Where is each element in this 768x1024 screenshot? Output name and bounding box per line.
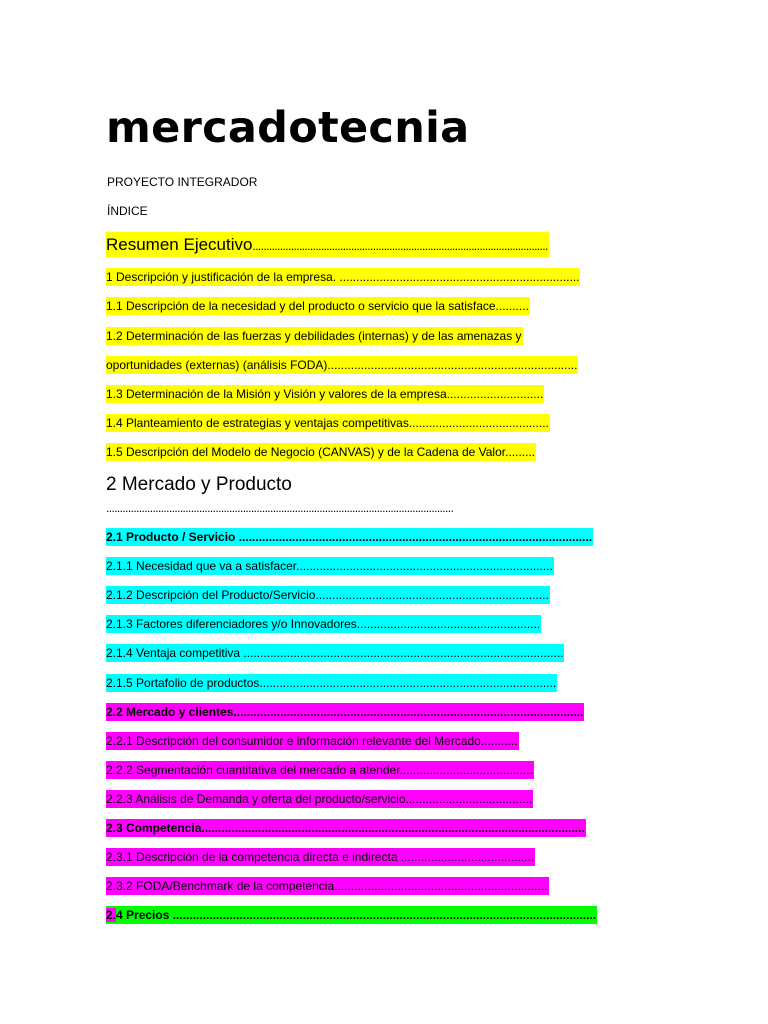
toc-entry-2-2-3[interactable]: 2.2.3 Análisis de Demanda y oferta del producto/servicio...................................... xyxy=(106,792,533,806)
toc-entry-1[interactable]: 1 Descripción y justificación de la empresa. ........................................................................ xyxy=(106,270,580,284)
toc-heading-mercado-producto[interactable]: 2 Mercado y Producto xyxy=(106,474,292,495)
toc-entry-2-2-1[interactable]: 2.2.1 Descripción del consumidor e información relevante del Mercado........... xyxy=(106,734,518,748)
toc-entry-title: Resumen Ejecutivo xyxy=(106,235,253,254)
toc-entry-2-1-3[interactable]: 2.1.3 Factores diferenciadores y/o Innovadores....................................................... xyxy=(106,617,541,631)
toc-entry-2-3[interactable]: 2.3 Competencia................................................................................................................... xyxy=(106,821,585,835)
toc-entry-2-2[interactable]: 2.2 Mercado y clientes......................................................................................................... xyxy=(106,705,584,719)
toc-entry-2-1-5[interactable]: 2.1.5 Portafolio de productos......................................................................................... xyxy=(106,676,557,690)
toc-entry-2-2-2[interactable]: 2.2.2 Segmentación cuantitativa del mercado a atender........................................ xyxy=(106,763,533,777)
toc-entry-2-3-1[interactable]: 2.3.1 Descripción de la competencia directa e indirecta ........................................ xyxy=(106,850,535,864)
toc-entry-1-1[interactable]: 1.1 Descripción de la necesidad y del producto o servicio que la satisface.......... xyxy=(106,299,529,313)
toc-entry-2-3-2[interactable]: 2.3.2 FODA/Benchmark de la competencia................................................................ xyxy=(106,879,548,893)
toc-leader-dots: ............................................................................................................ xyxy=(252,239,548,253)
toc-entry-number: 2. xyxy=(106,908,117,922)
toc-entry-2-4[interactable] xyxy=(106,906,597,924)
document-title: mercadotecnia xyxy=(106,103,470,153)
toc-entry-1-3[interactable]: 1.3 Determinación de la Misión y Visión y valores de la empresa............................. xyxy=(106,387,544,401)
toc-heading-leader-dots: ............................................................................................................................... xyxy=(106,501,454,515)
toc-entry-2-1-4[interactable]: 2.1.4 Ventaja competitiva ................................................................................................ xyxy=(106,646,564,660)
toc-entry-1-4[interactable]: 1.4 Planteamiento de estrategias y ventajas competitivas.......................................... xyxy=(106,416,549,430)
toc-entry-2-1[interactable]: 2.1 Producto / Servicio .......................................................................................................... xyxy=(106,530,593,544)
toc-entry-1-2-cont[interactable]: oportunidades (externas) (análisis FODA)........................................................................... xyxy=(106,358,578,372)
index-label: ÍNDICE xyxy=(107,204,148,218)
toc-entry-2-1-1[interactable]: 2.1.1 Necesidad que va a satisfacer............................................................................. xyxy=(106,559,553,573)
toc-entry-1-2[interactable]: 1.2 Determinación de las fuerzas y debilidades (internas) y de las amenazas y xyxy=(106,329,522,343)
toc-entry-resumen-ejecutivo[interactable] xyxy=(106,232,549,257)
document-subtitle: PROYECTO INTEGRADOR xyxy=(107,175,258,189)
toc-entry-2-1-2[interactable]: 2.1.2 Descripción del Producto/Servicio...................................................................... xyxy=(106,588,549,602)
toc-entry-1-5[interactable]: 1.5 Descripción del Modelo de Negocio (CANVAS) y de la Cadena de Valor......... xyxy=(106,445,536,459)
toc-entry-label: 4 Precios ............................................................................................................................... xyxy=(116,908,597,922)
